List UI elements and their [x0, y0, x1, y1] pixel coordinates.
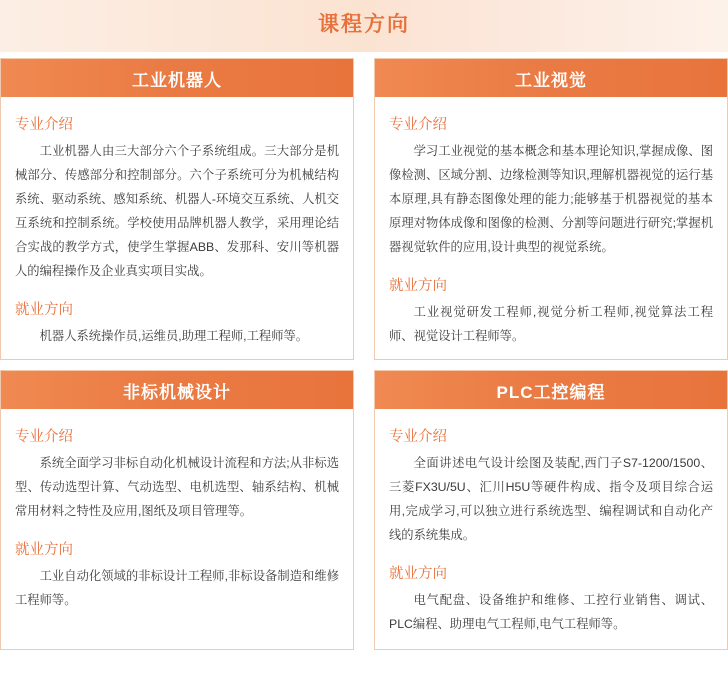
intro-text: 工业机器人由三大部分六个子系统组成。三大部分是机械部分、传感部分和控制部分。六个子系统可分为机械结构系统、驱动系统、感知系统、机器人-环境交互系统、人机交互系统和控制系统。学校使用品牌机器人教学，采用理论结合实战的教学方式，使学生掌握ABB、发那科、安川等机器人的编程操作及企业真实项目实战。 [15, 144, 339, 278]
intro-text: 全面讲述电气设计绘图及装配,西门子S7-1200/1500、三菱FX3U/5U、汇川H5U等硬件构成、指令及项目综合运用,完成学习,可以独立进行系统选型、编程调试和自动化产线的系统集成。 [389, 456, 713, 542]
course-card-grid [0, 52, 728, 650]
card-body [375, 409, 727, 649]
course-card-industrial-vision[interactable] [374, 58, 728, 360]
career-label: 就业方向 [389, 277, 447, 294]
intro-label: 专业介绍 [389, 117, 447, 133]
course-card-nonstandard-mechanical-design[interactable] [0, 370, 354, 650]
career-text: 工业视觉研发工程师,视觉分析工程师,视觉算法工程师、视觉设计工程师等。 [389, 304, 713, 343]
page-title: 课程方向 [318, 13, 410, 36]
intro-text: 学习工业视觉的基本概念和基本理论知识,掌握成像、图像检测、区域分割、边缘检测等知识,理解机器视觉的运行基本原理,具有静态图像处理的能力;能够基于机器视觉的基本原理对物体成像和图像的检测、分割等问题进行研究;掌握机器视觉软件的应用,设计典型的视觉系统。 [389, 144, 713, 254]
career-text: 工业自动化领域的非标设计工程师,非标设备制造和维修工程师等。 [15, 568, 339, 607]
intro-label: 专业介绍 [15, 117, 73, 133]
career-label: 就业方向 [15, 541, 73, 558]
header-band [0, 0, 728, 52]
card-body [1, 409, 353, 649]
career-text: 电气配盘、设备维护和维修、工控行业销售、调试、PLC编程、助理电气工程师,电气工程师等。 [389, 592, 713, 631]
career-text: 机器人系统操作员,运维员,助理工程师,工程师等。 [39, 328, 309, 343]
course-card-industrial-robot[interactable] [0, 58, 354, 360]
intro-label: 专业介绍 [15, 429, 73, 445]
card-body [1, 97, 353, 359]
intro-label: 专业介绍 [389, 429, 447, 445]
card-title: 非标机械设计 [1, 371, 353, 409]
career-label: 就业方向 [389, 565, 447, 582]
career-label: 就业方向 [15, 301, 73, 318]
intro-text: 系统全面学习非标自动化机械设计流程和方法;从非标选型、传动选型计算、气动选型、电机选型、轴系结构、机械常用材料之特性及应用,图纸及项目管理等。 [15, 456, 339, 518]
course-card-plc-programming[interactable] [374, 370, 728, 650]
card-body [375, 97, 727, 359]
card-title: PLC工控编程 [375, 371, 727, 409]
card-title: 工业机器人 [1, 59, 353, 97]
card-title: 工业视觉 [375, 59, 727, 97]
